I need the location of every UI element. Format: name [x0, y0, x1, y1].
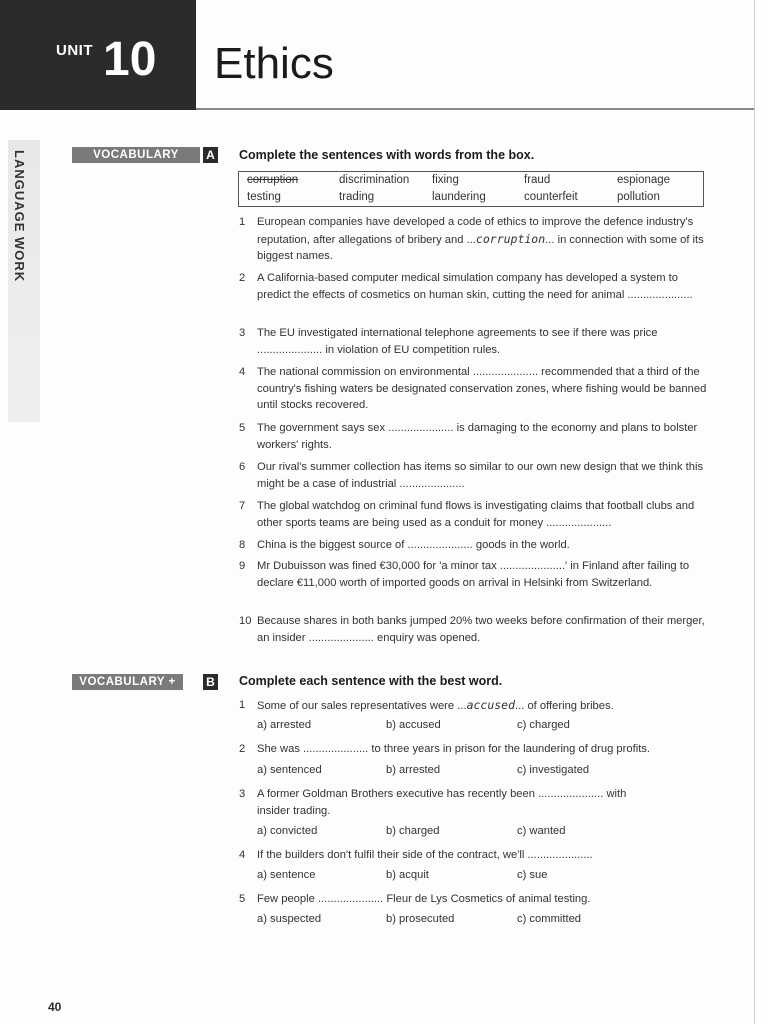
option-c: c) investigated: [517, 764, 590, 776]
item-text: A former Goldman Brothers executive has recently been ..................... with insider trading.: [257, 788, 627, 817]
unit-number: 10: [103, 33, 157, 86]
item-number: 10: [239, 615, 252, 627]
word-box-word: laundering: [432, 191, 486, 203]
option-b: b) charged: [386, 825, 440, 837]
item-number: 5: [239, 893, 246, 905]
option-a: a) sentenced: [257, 764, 322, 776]
exercise-item: [239, 786, 709, 819]
item-text: European companies have developed a code of ethics to improve the defence industry's reputation, after allegations of bribery and ...: [257, 216, 694, 246]
exercise-item: [239, 613, 709, 646]
word-box-word: counterfeit: [524, 191, 578, 203]
item-text: She was ..................... to three years in prison for the laundering of drug profits.: [257, 743, 650, 755]
exercise-item: [239, 741, 709, 758]
section-a-instruction: Complete the sentences with words from the box.: [239, 148, 535, 162]
section-b-letter: B: [203, 674, 218, 690]
item-number: 2: [239, 743, 246, 755]
item-text: Mr Dubuisson was fined €30,000 for 'a minor tax .....................' in Finland after failing to declare €11,000 worth of imported goods on arrival in Helsinki from Switzerland.: [257, 560, 690, 589]
item-number: 9: [239, 560, 246, 572]
handwritten-answer: corruption: [475, 231, 546, 246]
word-box-word: espionage: [617, 174, 671, 186]
item-text: The government says sex ..................... is damaging to the economy and plans to bolster workers' rights.: [257, 422, 698, 451]
item-text: A California-based computer medical simulation company has developed a system to predict the effects of cosmetics on human skin, cutting the need for animal .....................: [257, 272, 693, 301]
unit-label: UNIT: [56, 42, 93, 59]
exercise-item: [239, 325, 709, 358]
item-text: China is the biggest source of ..................... goods in the world.: [257, 539, 570, 551]
item-text: The national commission on environmental ..................... recommended that a third of the country's fishing waters be designated conservation zones, where fishing would be banned until stocks recovered.: [257, 366, 707, 411]
word-box-word: fixing: [432, 174, 459, 186]
header-divider: [196, 108, 754, 110]
item-number: 3: [239, 327, 246, 339]
item-number: 6: [239, 461, 246, 473]
item-text: ... of offering bribes.: [515, 700, 614, 712]
option-c: c) sue: [517, 869, 548, 881]
exercise-item: [239, 498, 709, 531]
sidebar-label: LANGUAGE WORK: [12, 150, 27, 283]
option-b: b) prosecuted: [386, 913, 455, 925]
exercise-item: [239, 420, 709, 453]
option-b: b) accused: [386, 719, 441, 731]
exercise-item: [239, 270, 709, 303]
word-box-word: discrimination: [339, 174, 410, 186]
exercise-item: [239, 537, 709, 554]
word-box-word: testing: [247, 191, 281, 203]
item-number: 4: [239, 849, 246, 861]
item-text: Some of our sales representatives were ...: [257, 700, 467, 712]
item-text: If the builders don't fulfil their side of the contract, we'll .....................: [257, 849, 593, 861]
item-text: Few people ..................... Fleur de Lys Cosmetics of animal testing.: [257, 893, 591, 905]
exercise-item: [239, 891, 709, 908]
option-c: c) wanted: [517, 825, 566, 837]
option-a: a) convicted: [257, 825, 318, 837]
page-edge-line: [754, 0, 755, 1024]
item-text: Because shares in both banks jumped 20% two weeks before confirmation of their merger, an insider ..................... enquiry was opened.: [257, 615, 705, 644]
word-box-word: pollution: [617, 191, 660, 203]
handwritten-answer: accused: [466, 698, 516, 712]
exercise-item: [239, 364, 709, 414]
item-number: 8: [239, 539, 246, 551]
section-a-letter: A: [203, 147, 218, 163]
item-number: 1: [239, 216, 246, 228]
section-b-tag: VOCABULARY +: [72, 674, 183, 690]
exercise-item: [239, 459, 709, 492]
option-c: c) charged: [517, 719, 570, 731]
exercise-item: [239, 697, 709, 715]
option-a: a) arrested: [257, 719, 312, 731]
item-text: Our rival's summer collection has items so similar to our own new design that we think this might be a case of industrial .....................: [257, 461, 704, 490]
item-text: The EU investigated international telephone agreements to see if there was price ..................... in violation of EU competition rules.: [257, 327, 658, 356]
item-number: 7: [239, 500, 246, 512]
word-box-word: fraud: [524, 174, 551, 186]
page-title: Ethics: [214, 39, 334, 88]
unit-header-block: [0, 0, 196, 110]
option-a: a) suspected: [257, 913, 322, 925]
section-b-instruction: Complete each sentence with the best word.: [239, 674, 503, 688]
option-a: a) sentence: [257, 869, 316, 881]
exercise-item: [239, 558, 709, 591]
item-number: 1: [239, 699, 246, 711]
exercise-item: [239, 214, 709, 265]
option-c: c) committed: [517, 913, 582, 925]
page-number: 40: [48, 1000, 62, 1014]
word-box-word: trading: [339, 191, 375, 203]
exercise-item: [239, 847, 709, 864]
item-number: 2: [239, 272, 246, 284]
section-a-tag: VOCABULARY: [72, 147, 200, 163]
item-number: 3: [239, 788, 246, 800]
option-b: b) arrested: [386, 764, 441, 776]
item-number: 5: [239, 422, 246, 434]
option-b: b) acquit: [386, 869, 429, 881]
item-number: 4: [239, 366, 246, 378]
item-text: ... in connection with some of its biggest names.: [257, 233, 704, 262]
word-box-word: corruption: [247, 174, 299, 186]
item-text: The global watchdog on criminal fund flows is investigating claims that football clubs and other sports teams are being used as a conduit for money .....................: [257, 500, 695, 529]
